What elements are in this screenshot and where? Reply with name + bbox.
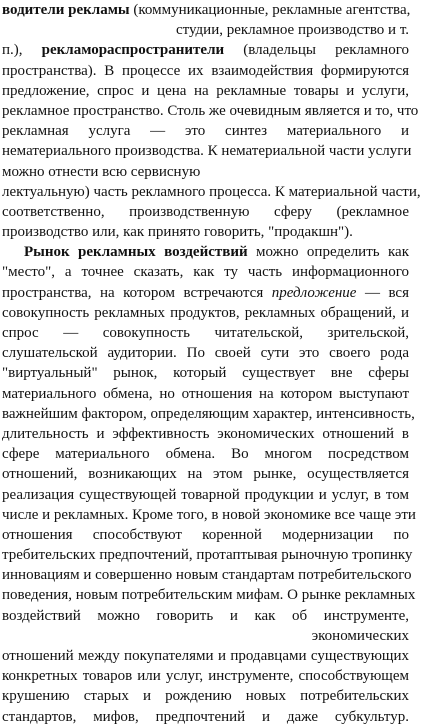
text-segment: соответственно, производственную сферу (рекламное [2, 203, 409, 220]
text-segment: отношения способствуют коренной модернизации по [2, 526, 409, 543]
text-line [2, 585, 416, 605]
text-line [2, 303, 409, 323]
text-segment: "виртуальный" рынок, который существует вне сферы [2, 365, 409, 382]
text-segment: можно определить как [247, 244, 409, 261]
text-line [2, 707, 409, 727]
text-segment: реализация существующей товарной продукции и услуг, в том [2, 486, 409, 503]
text-line [2, 0, 409, 20]
text-line [2, 40, 409, 60]
text-segment: конкретных товаров или услуг, инструменте, способствующем [2, 668, 409, 685]
text-line [2, 686, 409, 706]
text-segment: числе и рекламных. Кроме того, в новой экономике все чаще эти [2, 506, 416, 523]
bold-term: водители рекламы [2, 2, 130, 18]
text-segment: экономических [311, 627, 409, 644]
text-line [2, 121, 409, 141]
text-line [2, 61, 409, 81]
text-segment: можно отнести всю сервисную [2, 163, 201, 180]
text-segment: стандартов, мифов, предпочтений и даже субкультур. [2, 708, 409, 725]
text-line [2, 343, 409, 363]
text-segment: требительских предпочтений, протаптывая рыночную тропинку [2, 547, 413, 564]
text-line [2, 404, 415, 424]
text-line [2, 162, 409, 182]
text-line [2, 182, 421, 202]
text-line [2, 384, 409, 404]
italic-term: предложение [271, 284, 357, 301]
text-segment: спрос — совокупность читательской, зрительской, [2, 325, 409, 341]
text-line [2, 222, 409, 242]
text-line [2, 20, 409, 40]
text-line [2, 202, 409, 222]
text-segment: производство или, как принято говорить, "продакшн"). [2, 224, 353, 241]
text-segment: (владельцы рекламного [224, 42, 409, 59]
text-segment: — вся [356, 284, 409, 301]
bold-term: Рынок рекламных воздействий [24, 244, 248, 261]
text-segment: поведения, новым потребительским мифам. О рынке рекламных [2, 587, 416, 604]
text-line [2, 283, 409, 303]
text-line [2, 545, 413, 565]
bold-term: рекламораспространители [41, 42, 225, 59]
text-segment: совокупность рекламных продуктов, рекламных обращений, и [2, 304, 409, 321]
text-segment: нематериального производства. К нематериальной части услуги [2, 143, 412, 160]
text-segment: сфере материального обмена. Во многом посредством [2, 446, 409, 463]
text-line [2, 626, 409, 646]
text-segment: воздействий можно говорить и как об инструменте, [2, 607, 409, 624]
text-segment: рекламное пространство. Столь же очевидным является и то, что [2, 102, 419, 119]
text-segment: студии, рекламное производство и т. [175, 22, 409, 39]
text-segment: слушательской аудитории. По своей сути это своего рода [2, 345, 409, 362]
text-line [2, 464, 409, 484]
text-line [2, 141, 412, 161]
text-line [2, 101, 419, 121]
text-segment: "место", а точнее сказать, как ту часть информационного [2, 264, 409, 281]
text-segment: материального обмена, но отношения на котором выступают [2, 385, 409, 402]
text-line [2, 666, 409, 686]
text-line [2, 485, 409, 505]
text-line [2, 424, 409, 444]
text-line [2, 363, 409, 383]
text-segment: лектуальную) часть рекламного процесса. К материальной части, [2, 183, 421, 200]
text-segment: (коммуникационные, рекламные агентства, [129, 2, 411, 18]
text-line [2, 565, 412, 585]
text-segment: пространства). В процессе их взаимодействия формируются [2, 62, 409, 79]
text-segment: предложение, спрос и цена на рекламные товары и услуги, [2, 82, 409, 99]
text-line [2, 525, 409, 545]
text-segment: длительность и эффективность экономических отношений в [2, 425, 409, 442]
text-line [2, 444, 409, 464]
text-segment: отношений, возникающих на этом рынке, осуществляется [2, 466, 409, 483]
text-segment: важнейшим фактором, определяющим характер, интенсивность, [2, 405, 415, 422]
text-line [2, 242, 409, 262]
text-segment: отношений между покупателями и продавцами существующих [2, 648, 409, 664]
text-segment: пространства, на котором встречаются [2, 284, 272, 301]
text-segment: п.), [2, 42, 42, 59]
text-line [2, 262, 409, 282]
text-segment: инновациям и совершенно новым стандартам потребительского [2, 567, 412, 584]
text-segment: рекламная услуга — это синтез материального и [2, 123, 409, 140]
text-line [2, 81, 409, 101]
text-line [2, 505, 416, 525]
text-line [2, 323, 409, 343]
text-line [2, 606, 409, 626]
text-line [2, 646, 409, 666]
text-segment: крушению старых и рождению новых потребительских [2, 688, 409, 705]
